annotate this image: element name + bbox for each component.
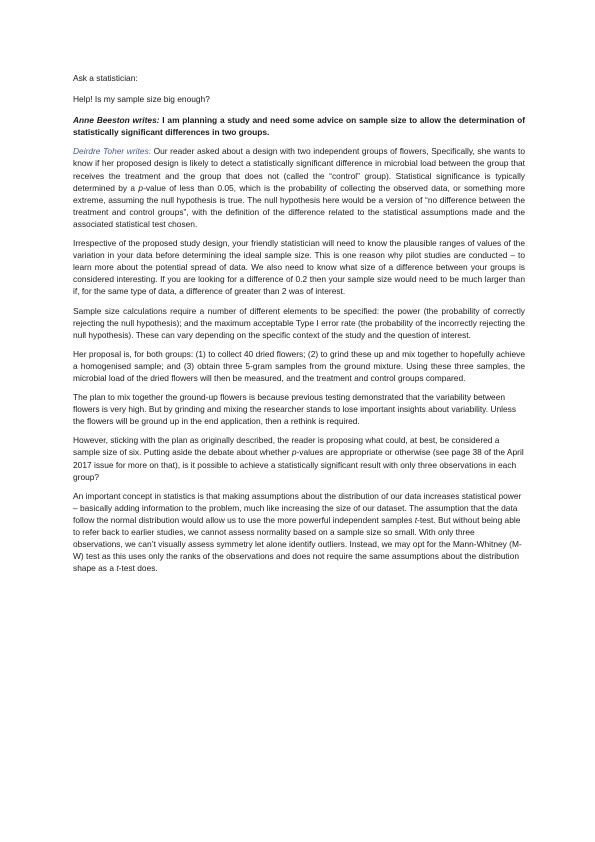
- plan-text-b: -values are appropriate or otherwise (see page 38 of the April 2017 issue for more on that), is it possible to achieve a statistically significant result with only three observations in each group?: [73, 447, 524, 482]
- answer-author: Deirdre Toher writes:: [73, 146, 151, 157]
- assumptions-text-a: An important concept in statistics is that making assumptions about the distribution of our data increases statistical power – basically adding information to the problem, much like increasing the size of our dataset. The assumption that the data follow the normal distribution would allow us to use the more powerful independent samples: [73, 490, 522, 525]
- t-symbol: t: [116, 563, 119, 574]
- answer-text-cont: -value of less than 0.05, which is the probability of collecting the observed data, or something more extreme, assuming the null hypothesis is true. The null hypothesis here would be a version of “no difference between the treatment and control groups”, with the definition of the difference related to the statistical assumptions made and the associated statistical test chosen.: [73, 182, 525, 229]
- plan-text-a: However, sticking with the plan as originally described, the reader is proposing what could, at best, be considered a sample size of six. Putting aside the debate about whether: [73, 435, 500, 458]
- answer-paragraph: [73, 145, 525, 230]
- p-symbol: p: [291, 447, 297, 458]
- kicker: Ask a statistician:: [73, 73, 138, 83]
- paragraph-sample-size: Sample size calculations require a number of different elements to be specified: the power (the probability of correctly rejecting the null hypothesis); and the maximum acceptable Type I error rate (the probability of the incorrectly rejecting the null hypothesis). These can vary depending on the specific context of the study and the question of interest.: [73, 305, 525, 340]
- p-symbol: p: [138, 182, 144, 193]
- paragraph-variation: Irrespective of the proposed study design, your friendly statistician will need to know the plausible ranges of values of the variation in your data before determining the ideal sample size. This is one reason why pilot studies are conducted – to learn more about the potential spread of data. We also need to know what size of a difference between your groups is considered interesting. If you are looking for a difference of 0.2 then your sample size would need to be much larger than if, for the same type of data, a difference of greater than 2 was of interest.: [73, 238, 525, 297]
- paragraph-plan: [73, 434, 525, 482]
- paragraph-assumptions: [73, 490, 525, 575]
- article: [73, 72, 525, 581]
- assumptions-text-c: -test does.: [118, 563, 158, 574]
- question-author: Anne Beeston writes:: [73, 115, 160, 126]
- assumptions-text-b: -test. But without being able to refer back to earlier studies, we cannot assess normality based on a sample size so small. With only three observations, we can’t visually assess symmetry let alone identify outliers. Instead, we may opt for the Mann-Whitney (M-W) test as this uses only the ranks of the observations and does not require the same assumptions about the distribution shape as a: [73, 514, 522, 574]
- t-symbol: t: [414, 514, 418, 525]
- answer-text: Our reader asked about a design with two independent groups of flowers, Specifically, she wants to know if her proposed design is likely to detect a statistically significant difference in microbial load between the group that receives the treatment and the group that does not (called the “control” group). Statistical significance is typically determined by a: [73, 146, 525, 193]
- question-text: I am planning a study and need some advice on sample size to allow the determination of statistically significant differences in two groups.: [73, 115, 525, 138]
- article-title: Help! Is my sample size big enough?: [73, 94, 210, 105]
- question-paragraph: [73, 114, 525, 138]
- paragraph-mixing: The plan to mix together the ground-up flowers is because previous testing demonstrated that the variability between flowers is very high. But by grinding and mixing the researcher stands to lose important insights about variability. Unless the flowers will be ground up in the end application, then a rethink is required.: [73, 392, 517, 427]
- paragraph-proposal: Her proposal is, for both groups: (1) to collect 40 dried flowers; (2) to grind these up and mix together to hopefully achieve a homogenised sample; and (3) obtain three 5-gram samples from the ground mixture. Using these three samples, the microbial load of the dried flowers will then be measured, and the treatment and control groups compared.: [73, 348, 525, 383]
